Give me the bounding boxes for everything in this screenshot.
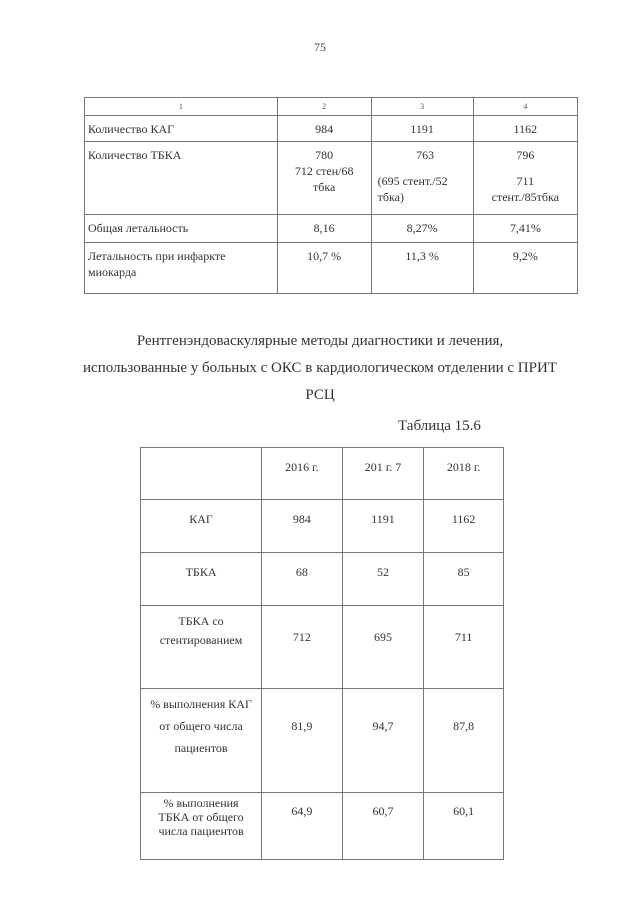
table-row bbox=[141, 553, 504, 606]
header-cell: 2 bbox=[277, 98, 371, 116]
caption-line: использованные у больных с ОКС в кардиологическом отделении с ПРИТ bbox=[83, 360, 557, 376]
table-cell: 1162 bbox=[424, 500, 504, 553]
table-cell: 695 bbox=[342, 606, 424, 689]
row-label bbox=[141, 793, 262, 860]
table-row bbox=[85, 142, 578, 215]
cell-line: стентированием bbox=[159, 633, 243, 647]
row-label: Общая летальность bbox=[85, 215, 278, 243]
table-cell: 8,16 bbox=[277, 215, 371, 243]
table-cell bbox=[473, 142, 577, 215]
table-cell: 7,41% bbox=[473, 215, 577, 243]
cell-line: (695 стент./52 bbox=[377, 174, 448, 188]
cell-line: 711 bbox=[516, 174, 535, 188]
cell-line: миокарда bbox=[88, 265, 137, 279]
table-cell: 712 bbox=[262, 606, 343, 689]
table-row bbox=[85, 116, 578, 142]
table-cell: 10,7 % bbox=[277, 243, 371, 294]
cell-line: 780 bbox=[315, 148, 334, 162]
cell-line: числа пациентов bbox=[158, 824, 244, 838]
table-label: Таблица 15.6 bbox=[398, 418, 481, 434]
table-row bbox=[141, 793, 504, 860]
results-table bbox=[84, 97, 578, 294]
table-cell: 81,9 bbox=[262, 689, 343, 793]
cell-line: ТБКА со bbox=[178, 614, 224, 628]
cell-line: тбка bbox=[312, 180, 336, 194]
table-header-row bbox=[141, 448, 504, 500]
table-cell: 1162 bbox=[473, 116, 577, 142]
header-cell: 201 г. 7 bbox=[342, 448, 424, 500]
table-row bbox=[85, 243, 578, 294]
table-cell bbox=[371, 142, 473, 215]
cell-line: % выполнения КАГ bbox=[150, 697, 252, 711]
methods-table bbox=[140, 447, 504, 860]
cell-line: 796 bbox=[516, 148, 535, 162]
table-cell: 94,7 bbox=[342, 689, 424, 793]
table-row bbox=[141, 689, 504, 793]
header-cell: 4 bbox=[473, 98, 577, 116]
row-label bbox=[141, 606, 262, 689]
table-cell: 711 bbox=[424, 606, 504, 689]
cell-line: от общего числа bbox=[159, 719, 243, 733]
cell-line: % выполнения bbox=[163, 796, 239, 810]
row-label bbox=[141, 689, 262, 793]
header-cell: 3 bbox=[371, 98, 473, 116]
table-cell: 9,2% bbox=[473, 243, 577, 294]
table-cell: 87,8 bbox=[424, 689, 504, 793]
table-cell bbox=[277, 142, 371, 215]
table-cell: 1191 bbox=[371, 116, 473, 142]
table-row bbox=[141, 500, 504, 553]
cell-line: 763 bbox=[416, 148, 435, 162]
table-cell: 64,9 bbox=[262, 793, 343, 860]
header-cell bbox=[141, 448, 262, 500]
table-cell: 60,7 bbox=[342, 793, 424, 860]
table-cell: 85 bbox=[424, 553, 504, 606]
table-row bbox=[141, 606, 504, 689]
table-header-row bbox=[85, 98, 578, 116]
cell-line: Летальность при инфаркте bbox=[88, 249, 226, 263]
caption-line: РСЦ bbox=[305, 387, 335, 403]
header-cell: 2018 г. bbox=[424, 448, 504, 500]
table-row bbox=[85, 215, 578, 243]
row-label bbox=[85, 243, 278, 294]
table-cell: 68 bbox=[262, 553, 343, 606]
table-cell: 60,1 bbox=[424, 793, 504, 860]
cell-line: пациентов bbox=[174, 741, 228, 755]
header-cell: 2016 г. bbox=[262, 448, 343, 500]
row-label: Количество КАГ bbox=[85, 116, 278, 142]
caption-line: Рентгенэндоваскулярные методы диагностики и лечения, bbox=[136, 333, 504, 349]
table-cell: 8,27% bbox=[371, 215, 473, 243]
table-cell: 1191 bbox=[342, 500, 424, 553]
page-number: 75 bbox=[314, 40, 326, 54]
cell-line: тбка) bbox=[377, 190, 404, 204]
header-cell: 1 bbox=[85, 98, 278, 116]
row-label: Количество ТБКА bbox=[85, 142, 278, 215]
cell-line: 712 стен/68 bbox=[294, 164, 354, 178]
cell-line: ТБКА от общего bbox=[158, 810, 244, 824]
table-cell: 11,3 % bbox=[371, 243, 473, 294]
row-label: ТБКА bbox=[141, 553, 262, 606]
table-cell: 984 bbox=[262, 500, 343, 553]
table-cell: 52 bbox=[342, 553, 424, 606]
row-label: КАГ bbox=[141, 500, 262, 553]
table-cell: 984 bbox=[277, 116, 371, 142]
cell-line: стент./85тбка bbox=[491, 190, 559, 204]
